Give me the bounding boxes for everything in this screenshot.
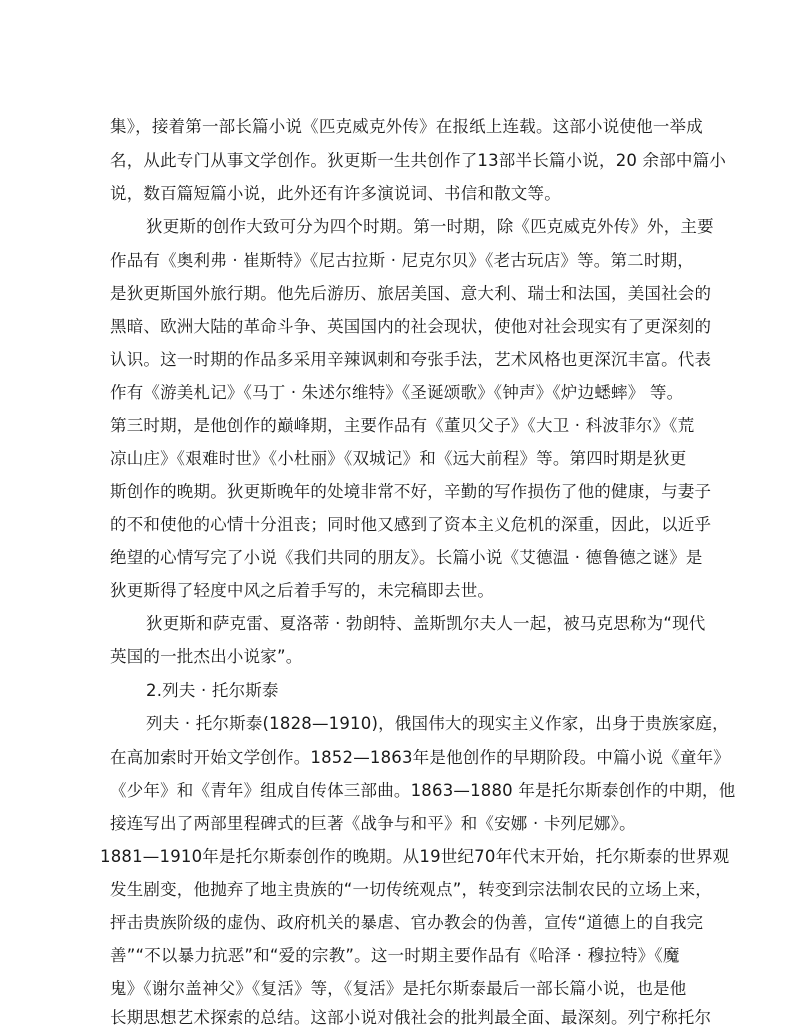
text-line: 绝望的心情写完了小说《我们共同的朋友》。长篇小说《艾德温 · 德鲁德之谜》是	[110, 548, 703, 567]
text-line: 斯创作的晚期。狄更斯晚年的处境非常不好，辛勤的写作损伤了他的健康，与妻子	[110, 482, 712, 501]
text-line: 第三时期，是他创作的巅峰期，主要作品有《董贝父子》《大卫 · 科波菲尔》《荒	[110, 416, 695, 435]
text-line: 凉山庄》《艰难时世》《小杜丽》《双城记》和《远大前程》等。第四时期是狄更	[110, 449, 687, 468]
text-line: 善”“不以暴力抗恶”和“爱的宗教”。这一时期主要作品有《哈泽 · 穆拉特》《魔	[110, 946, 680, 965]
text-line: 发生剧变，他抛弃了地主贵族的“一切传统观点”，转变到宗法制农民的立场上来，	[110, 880, 712, 899]
paragraph-start-line: 狄更斯和萨克雷、夏洛蒂 · 勃朗特、盖斯凯尔夫人一起，被马克思称为“现代	[146, 614, 706, 633]
text-line: 英国的一批杰出小说家”。	[110, 647, 303, 666]
paragraph-start-line: 1881—1910年是托尔斯泰创作的晚期。从19世纪70年代末开始，托尔斯泰的世界观	[100, 847, 730, 866]
text-line: 狄更斯得了轻度中风之后着手写的，未完稿即去世。	[110, 581, 495, 600]
text-line: 集》，接着第一部长篇小说《匹克威克外传》在报纸上连载。这部小说使他一举成	[110, 117, 703, 136]
text-line: 是狄更斯国外旅行期。他先后游历、旅居美国、意大利、瑞士和法国，美国社会的	[110, 284, 712, 303]
text-line: 接连写出了两部里程碑式的巨著《战争与和平》和《安娜 · 卡列尼娜》。	[110, 814, 636, 833]
text-line: 名，从此专门从事文学创作。狄更斯一生共创作了13部半长篇小说，20 余部中篇小	[110, 151, 727, 170]
text-line: 作品有《奥利弗 · 崔斯特》《尼古拉斯 · 尼克尔贝》《老古玩店》等。第二时期，	[110, 251, 694, 270]
text-line: 的不和使他的心情十分沮丧；同时他又感到了资本主义危机的深重，因此，以近乎	[110, 515, 712, 534]
section-heading: 2.列夫 · 托尔斯泰	[146, 681, 279, 700]
text-line: 抨击贵族阶级的虚伪、政府机关的暴虐、官办教会的伪善，宣传“道德上的自我完	[110, 913, 704, 932]
text-line: 说，数百篇短篇小说，此外还有许多演说词、书信和散文等。	[110, 184, 561, 203]
paragraph-start-line: 列夫 · 托尔斯泰(1828—1910)，俄国伟大的现实主义作家，出身于贵族家庭，	[146, 714, 729, 733]
paragraph-start-line: 狄更斯的创作大致可分为四个时期。第一时期，除《匹克威克外传》外，主要	[146, 217, 714, 236]
text-line: 黑暗、欧洲大陆的革命斗争、英国国内的社会现状，使他对社会现实有了更深刻的	[110, 317, 712, 336]
text-line: 作有《游美札记》《马丁 · 朱述尔维特》《圣诞颂歌》《钟声》《炉边蟋蟀》 等。	[110, 383, 684, 402]
text-line: 在高加索时开始文学创作。1852—1863年是他创作的早期阶段。中篇小说《童年》	[110, 748, 730, 767]
text-line: 《少年》和《青年》组成自传体三部曲。1863—1880 年是托尔斯泰创作的中期，他	[110, 781, 736, 800]
text-line: 长期思想艺术探索的总结。这部小说对俄社会的批判最全面、最深刻。列宁称托尔	[110, 1008, 712, 1027]
text-line: 认识。这一时期的作品多采用辛辣讽刺和夸张手法，艺术风格也更深沉丰富。代表	[110, 350, 712, 369]
text-line: 鬼》《谢尔盖神父》《复活》等，《复活》是托尔斯泰最后一部长篇小说，也是他	[110, 979, 687, 998]
